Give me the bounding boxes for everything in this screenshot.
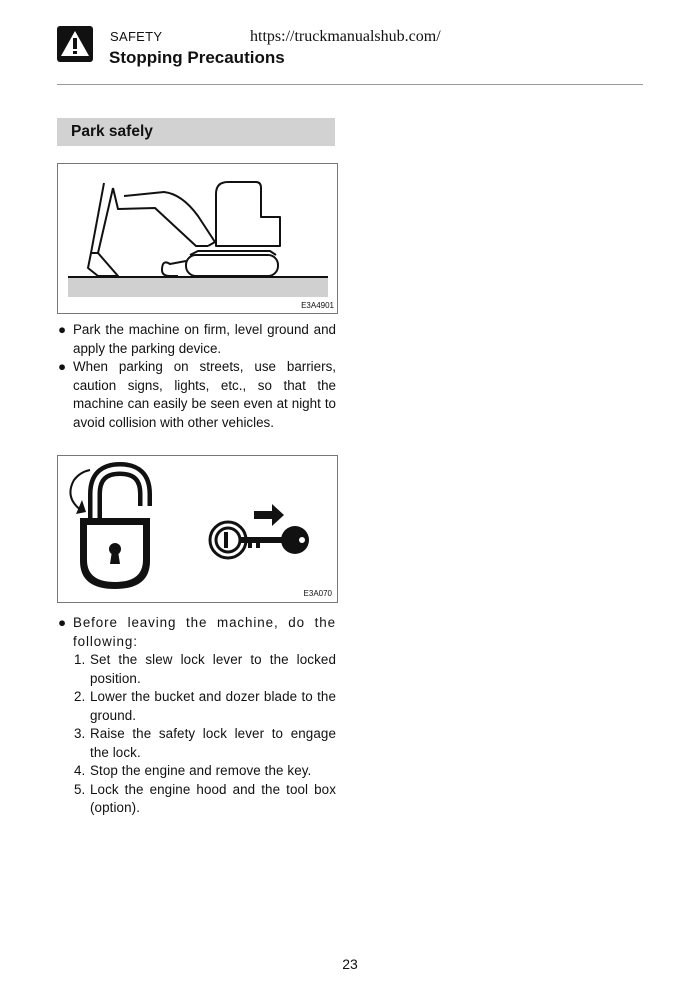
list-item: [57, 321, 336, 358]
section-label: SAFETY: [110, 29, 163, 44]
step-text: Set the slew lock lever to the locked position.: [90, 652, 336, 686]
list-item: [57, 358, 336, 432]
step-item: [57, 762, 336, 781]
step-item: [57, 781, 336, 818]
figure-lock-key: [57, 455, 338, 603]
step-number: 1.: [74, 652, 86, 667]
bullet-text: When parking on streets, use barriers, caution signs, lights, etc., so that the machine can easily be seen even at night to avoid collision with other vehicles.: [73, 359, 336, 430]
header-divider: [57, 84, 643, 85]
source-url[interactable]: https://truckmanualshub.com/: [250, 28, 441, 45]
key-icon: [210, 504, 309, 558]
bullet-icon: ●: [58, 359, 67, 374]
bullet-text: Park the machine on firm, level ground and apply the parking device.: [73, 322, 336, 356]
page-title: Stopping Precautions: [109, 48, 285, 67]
step-text: Lock the engine hood and the tool box (option).: [90, 781, 336, 815]
warning-triangle-icon: [57, 26, 93, 62]
figure1-code: E3A4901: [301, 301, 334, 310]
figure-excavator: [57, 163, 338, 314]
page-number: 23: [342, 956, 358, 972]
step-item: [57, 725, 336, 762]
rotate-arrow-icon: [70, 470, 90, 514]
leaving-list: [57, 614, 336, 818]
padlock-icon: [80, 469, 150, 589]
step-number: 2.: [74, 689, 86, 704]
step-item: [57, 651, 336, 688]
subheading-bar: [57, 118, 335, 146]
list-item: [57, 614, 336, 651]
subheading-text: Park safely: [71, 123, 153, 140]
step-text: Stop the engine and remove the key.: [90, 763, 312, 778]
step-number: 3.: [74, 726, 86, 741]
step-number: 4.: [74, 763, 86, 778]
parking-bullet-list: [57, 321, 336, 432]
step-item: [57, 688, 336, 725]
lock-key-illustration: [58, 456, 337, 602]
excavator-illustration: [58, 164, 337, 313]
bullet-icon: ●: [58, 615, 67, 630]
step-text: Raise the safety lock lever to engage the lock.: [90, 726, 336, 760]
bullet-text: Before leaving the machine, do the following:: [73, 615, 336, 649]
bullet-icon: ●: [58, 322, 67, 337]
step-text: Lower the bucket and dozer blade to the ground.: [90, 689, 336, 723]
step-number: 5.: [74, 781, 86, 797]
figure2-code: E3A070: [303, 589, 332, 598]
